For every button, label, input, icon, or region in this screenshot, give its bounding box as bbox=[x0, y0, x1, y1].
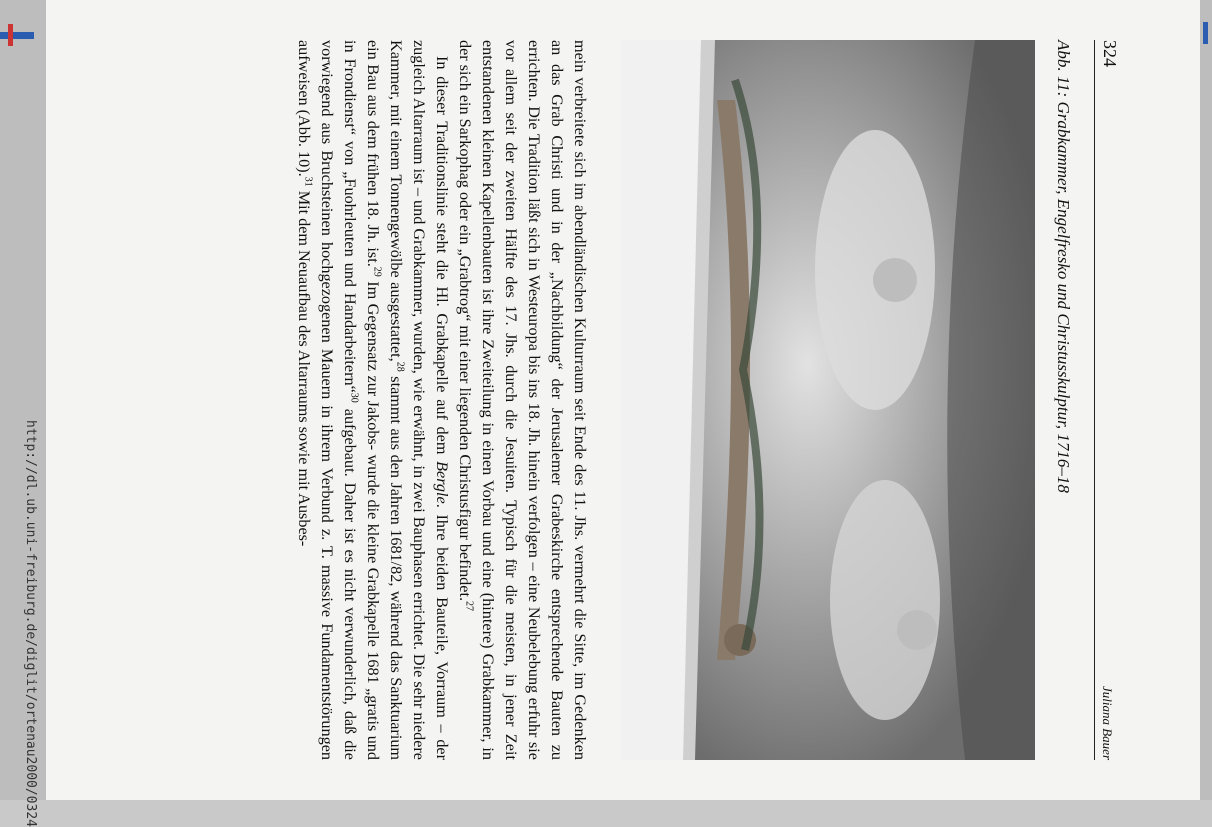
text-run: In dieser Traditionslinie steht die Hl. Grabkapelle auf dem bbox=[433, 56, 451, 462]
scan-margin-right bbox=[1200, 0, 1212, 800]
footnote-ref: 28 bbox=[394, 361, 406, 372]
body-text bbox=[292, 40, 591, 760]
scanned-page bbox=[46, 0, 1200, 800]
footnote-ref: 29 bbox=[371, 266, 383, 277]
emphasis-text: Bergle bbox=[433, 461, 451, 504]
page-number: 324 bbox=[1100, 40, 1120, 67]
body-paragraph bbox=[292, 40, 453, 760]
figure-photo bbox=[621, 40, 1035, 760]
footnote-ref: 30 bbox=[348, 392, 360, 403]
rotated-page-content bbox=[103, 20, 1143, 780]
color-calibration-bar bbox=[0, 32, 34, 39]
source-url: http://dl.ub.uni-freiburg.de/diglit/ortenau2000/0324 bbox=[23, 420, 38, 827]
text-run: stammt aus den Jahren 1681/82, während das Sanktuarium ein Bau aus dem frühen 18. Jh. ist. bbox=[364, 40, 405, 761]
body-paragraph bbox=[453, 40, 591, 760]
text-run: . Ihre beiden Bauteile, Vorraum – der zugleich Altarraum ist – und Grabkammer, wurden, wie erwähnt, in zwei Bauphasen errichtet. Die sehr niedere Kammer, mit einem Tonnengewölbe ausgestattet, bbox=[387, 40, 451, 760]
text-run: Mit dem Neuaufbau des Altarraums sowie mit Ausbes- bbox=[295, 186, 313, 547]
text-run: Im Gegensatz zur Jakobs- wurde die kleine Grabkapelle 1681 „gratis und in Frondienst“ von „Fuohrleuten und Handarbeitern“ bbox=[341, 40, 382, 760]
source-watermark bbox=[8, 420, 38, 827]
running-header bbox=[1094, 40, 1123, 760]
text-run: aufgebaut. Daher ist es nicht verwunderlich, daß die vorwiegend aus Bruchsteinen hochgezogenen Mauern in ihrem Verbund z. T. massive Fundamentstörungen aufweisen (Abb. 10). bbox=[295, 40, 359, 760]
scan-margin-left bbox=[0, 0, 46, 827]
figure-caption: Abb. 11: Grabkammer, Engelfresko und Christusskulptur, 1716–18 bbox=[1054, 40, 1073, 493]
footnote-ref: 27 bbox=[463, 601, 475, 611]
color-calibration-tick bbox=[8, 24, 13, 46]
footnote-ref: 31 bbox=[302, 176, 314, 187]
text-run: mein verbreitete sich im abendländischen Kulturraum seit Ende des 11. Jhs. vermehrt die Sitte, im Gedenken an das Grab Christi und in der „Nachbildung“ der Jerusalemer Grabeskirche entsprechende Bauten zu errichten. Die Tradition läßt sich in Westeuropa bis ins 18. Jh. hinein verfolgen – eine Neubelebung erfuhr sie vor allem seit der zweiten Hälfte des 17. Jhs. durch die Jesuiten. Typisch für die meisten, in jener Zeit entstandenen kleinen Kapellenbauten ist ihre Zweiteilung in einen Vorbau und eine (hintere) Grabkammer, in der sich ein Sarkophag oder ein „Grabtrog“ mit einer liegenden Christusfigur befindet. bbox=[456, 40, 589, 760]
color-calibration-tick-right bbox=[1203, 22, 1208, 44]
running-author: Juliana Bauer bbox=[1100, 685, 1115, 760]
fresco-and-sculpture-illustration bbox=[621, 40, 1035, 760]
